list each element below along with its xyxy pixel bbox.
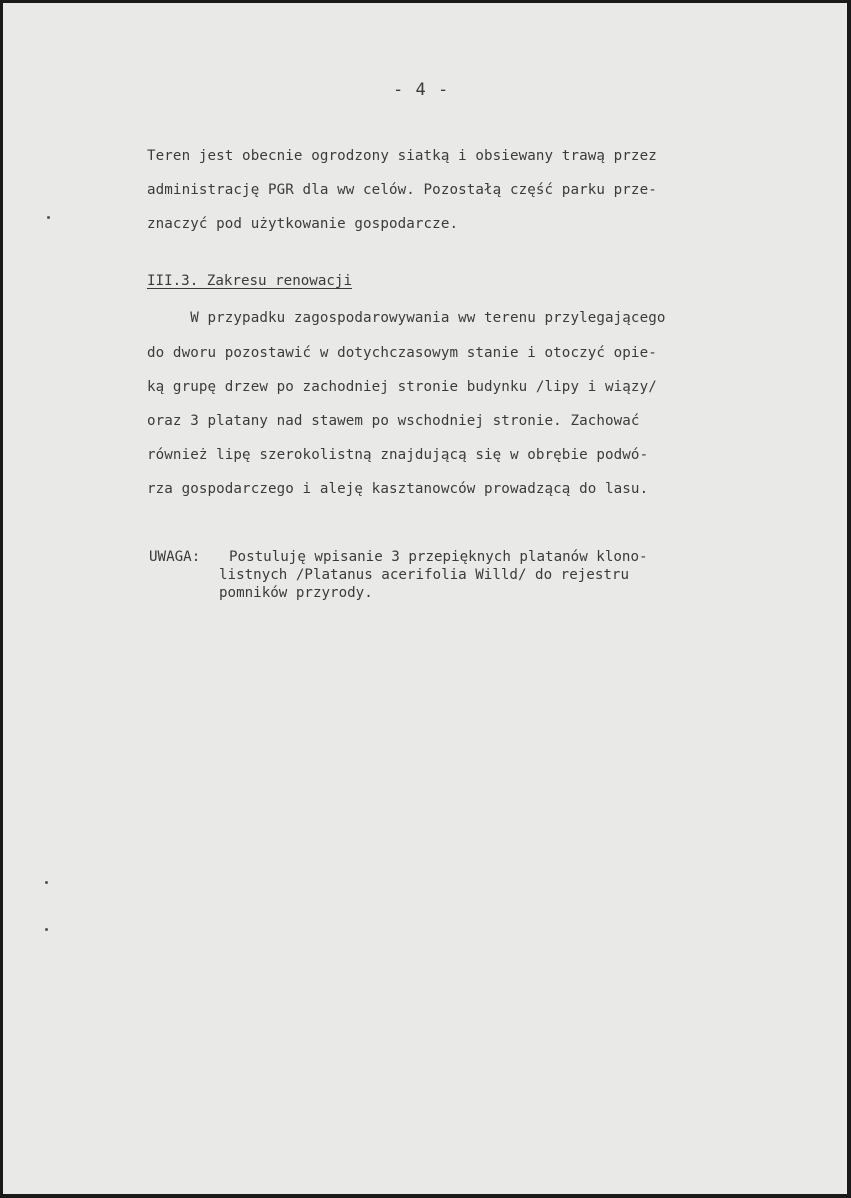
paragraph-2-line-3: ką grupę drzew po zachodniej stronie budynku /lipy i wiązy/	[147, 379, 657, 395]
margin-mark	[45, 881, 48, 884]
paragraph-2-line-2: do dworu pozostawić w dotychczasowym stanie i otoczyć opie-	[147, 345, 657, 361]
note-label: UWAGA:	[149, 549, 201, 565]
paragraph-2-line-5: również lipę szerokolistną znajdującą się w obrębie podwó-	[147, 447, 649, 463]
paragraph-1-line-2: administrację PGR dla ww celów. Pozostałą część parku prze-	[147, 182, 657, 198]
note-line-3: pomników przyrody.	[219, 585, 373, 601]
paragraph-2-line-1: W przypadku zagospodarowywania ww terenu przylegającego	[147, 310, 666, 326]
note-line-1: Postuluję wpisanie 3 przepięknych platanów klono-	[229, 549, 648, 565]
document-page	[3, 3, 847, 1194]
paragraph-2-line-6: rza gospodarczego i aleję kasztanowców prowadzącą do lasu.	[147, 481, 649, 497]
margin-mark	[47, 216, 50, 219]
paragraph-1-line-1: Teren jest obecnie ogrodzony siatką i obsiewany trawą przez	[147, 148, 657, 164]
paragraph-1-line-3: znaczyć pod użytkowanie gospodarcze.	[147, 216, 459, 232]
page-number: - 4 -	[393, 80, 450, 100]
margin-mark	[45, 928, 48, 931]
paragraph-2-line-4: oraz 3 platany nad stawem po wschodniej stronie. Zachować	[147, 413, 640, 429]
note-line-2: listnych /Platanus acerifolia Willd/ do rejestru	[219, 567, 629, 583]
section-heading: III.3. Zakresu renowacji	[147, 273, 352, 289]
